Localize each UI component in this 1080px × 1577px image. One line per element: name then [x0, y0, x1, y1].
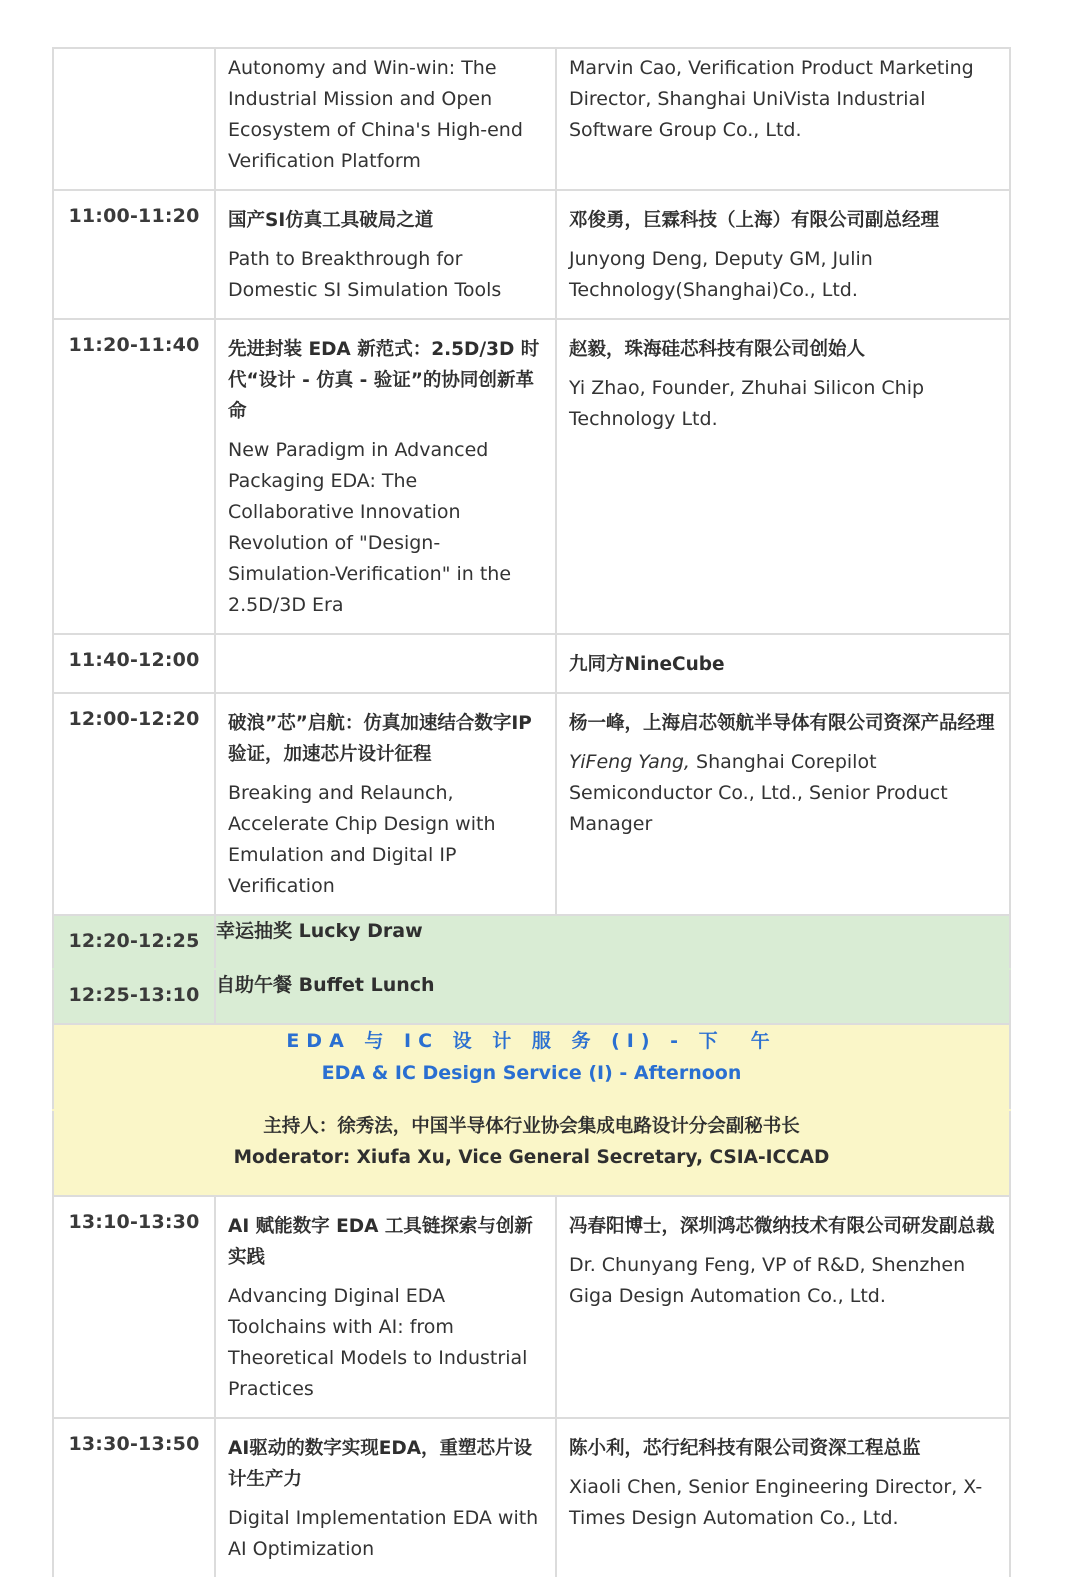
speaker-affiliation: Shanghai Corepilot Semiconductor Co., Ltd., Senior Product Manager [569, 751, 948, 835]
title-cell [215, 190, 556, 319]
speaker-name-italic: YiFeng Yang, [569, 751, 690, 773]
talk-title-en: Breaking and Relaunch, Accelerate Chip Design with Emulation and Digital IP Verification [228, 782, 496, 897]
talk-title-en: New Paradigm in Advanced Packaging EDA: The Collaborative Innovation Revolution of "Design-Simulation-Verification" in the 2.5D/3D Era [228, 439, 512, 616]
title-cell [215, 1418, 556, 1577]
talk-title-zh: 破浪”芯”启航：仿真加速结合数字IP验证，加速芯片设计征程 [228, 713, 532, 765]
break-label: 自助午餐 Buffet Lunch [215, 969, 1010, 1024]
speaker-zh: 赵毅，珠海硅芯科技有限公司创始人 [569, 339, 866, 360]
time-cell: 12:20-12:25 [53, 915, 215, 969]
speaker-cell [556, 634, 1010, 693]
time-cell: 11:00-11:20 [53, 190, 215, 319]
section-title [53, 1024, 1010, 1110]
agenda-row [53, 634, 1010, 693]
speaker-zh: 邓俊勇，巨霖科技（上海）有限公司副总经理 [569, 210, 940, 231]
break-row [53, 915, 1010, 969]
time-cell: 12:25-13:10 [53, 969, 215, 1024]
speaker-cell [556, 48, 1010, 190]
talk-title-en: Advancing Diginal EDA Toolchains with AI: from Theoretical Models to Industrial Practices [228, 1285, 528, 1400]
time-cell: 11:20-11:40 [53, 319, 215, 634]
talk-title-en: Digital Implementation EDA with AI Optimization [228, 1507, 539, 1560]
time-cell [53, 48, 215, 190]
talk-title-zh: 先进封装 EDA 新范式：2.5D/3D 时代“设计 - 仿真 - 验证”的协同创新革命 [228, 339, 540, 422]
title-cell [215, 634, 556, 693]
moderator-en: Moderator: Xiufa Xu, Vice General Secretary, CSIA-ICCAD [233, 1147, 830, 1168]
speaker-cell [556, 693, 1010, 915]
speaker-en: Xiaoli Chen, Senior Engineering Director, X-Times Design Automation Co., Ltd. [569, 1476, 983, 1529]
agenda-row [53, 48, 1010, 190]
agenda-row [53, 190, 1010, 319]
agenda-table [52, 47, 1011, 1577]
speaker-zh: 冯春阳博士，深圳鸿芯微纳技术有限公司研发副总裁 [569, 1216, 995, 1237]
speaker-en: Yi Zhao, Founder, Zhuhai Silicon Chip Technology Ltd. [569, 377, 925, 430]
title-cell [215, 1196, 556, 1418]
time-cell: 12:00-12:20 [53, 693, 215, 915]
agenda-row [53, 1196, 1010, 1418]
time-cell: 11:40-12:00 [53, 634, 215, 693]
speaker-zh: 杨一峰，上海启芯领航半导体有限公司资深产品经理 [569, 713, 995, 734]
speaker-cell [556, 1196, 1010, 1418]
agenda-row [53, 1418, 1010, 1577]
title-cell [215, 319, 556, 634]
speaker-zh: 陈小利，芯行纪科技有限公司资深工程总监 [569, 1438, 921, 1459]
agenda-row [53, 319, 1010, 634]
speaker-en: Marvin Cao, Verification Product Marketing Director, Shanghai UniVista Industrial Software Group Co., Ltd. [569, 57, 974, 141]
speaker-cell [556, 319, 1010, 634]
section-title-en: EDA & IC Design Service (I) - Afternoon [321, 1062, 742, 1084]
talk-title-en: Autonomy and Win-win: The Industrial Mission and Open Ecosystem of China's High-end Verification Platform [228, 57, 523, 172]
moderator-row [53, 1110, 1010, 1196]
break-row [53, 969, 1010, 1024]
talk-title-en: Path to Breakthrough for Domestic SI Simulation Tools [228, 248, 502, 301]
section-header-row [53, 1024, 1010, 1110]
speaker-cell [556, 1418, 1010, 1577]
break-label: 幸运抽奖 Lucky Draw [215, 915, 1010, 969]
speaker-cell [556, 190, 1010, 319]
agenda-row [53, 693, 1010, 915]
speaker-en [569, 747, 999, 840]
speaker-en: Junyong Deng, Deputy GM, Julin Technology(Shanghai)Co., Ltd. [569, 248, 873, 301]
speaker-en: Dr. Chunyang Feng, VP of R&D, Shenzhen Giga Design Automation Co., Ltd. [569, 1254, 966, 1307]
title-cell [215, 693, 556, 915]
time-cell: 13:10-13:30 [53, 1196, 215, 1418]
talk-title-zh: 国产SI仿真工具破局之道 [228, 210, 434, 231]
talk-title-zh: AI驱动的数字实现EDA，重塑芯片设计生产力 [228, 1438, 533, 1490]
talk-title-zh: AI 赋能数字 EDA 工具链探索与创新实践 [228, 1216, 533, 1268]
moderator [53, 1110, 1010, 1196]
section-title-zh: EDA 与 IC 设 计 服 务 (I) - 下 午 [286, 1030, 777, 1052]
title-cell [215, 48, 556, 190]
time-cell: 13:30-13:50 [53, 1418, 215, 1577]
speaker-zh: 九同方NineCube [569, 654, 725, 675]
moderator-zh: 主持人：徐秀法，中国半导体行业协会集成电路设计分会副秘书长 [263, 1116, 800, 1137]
